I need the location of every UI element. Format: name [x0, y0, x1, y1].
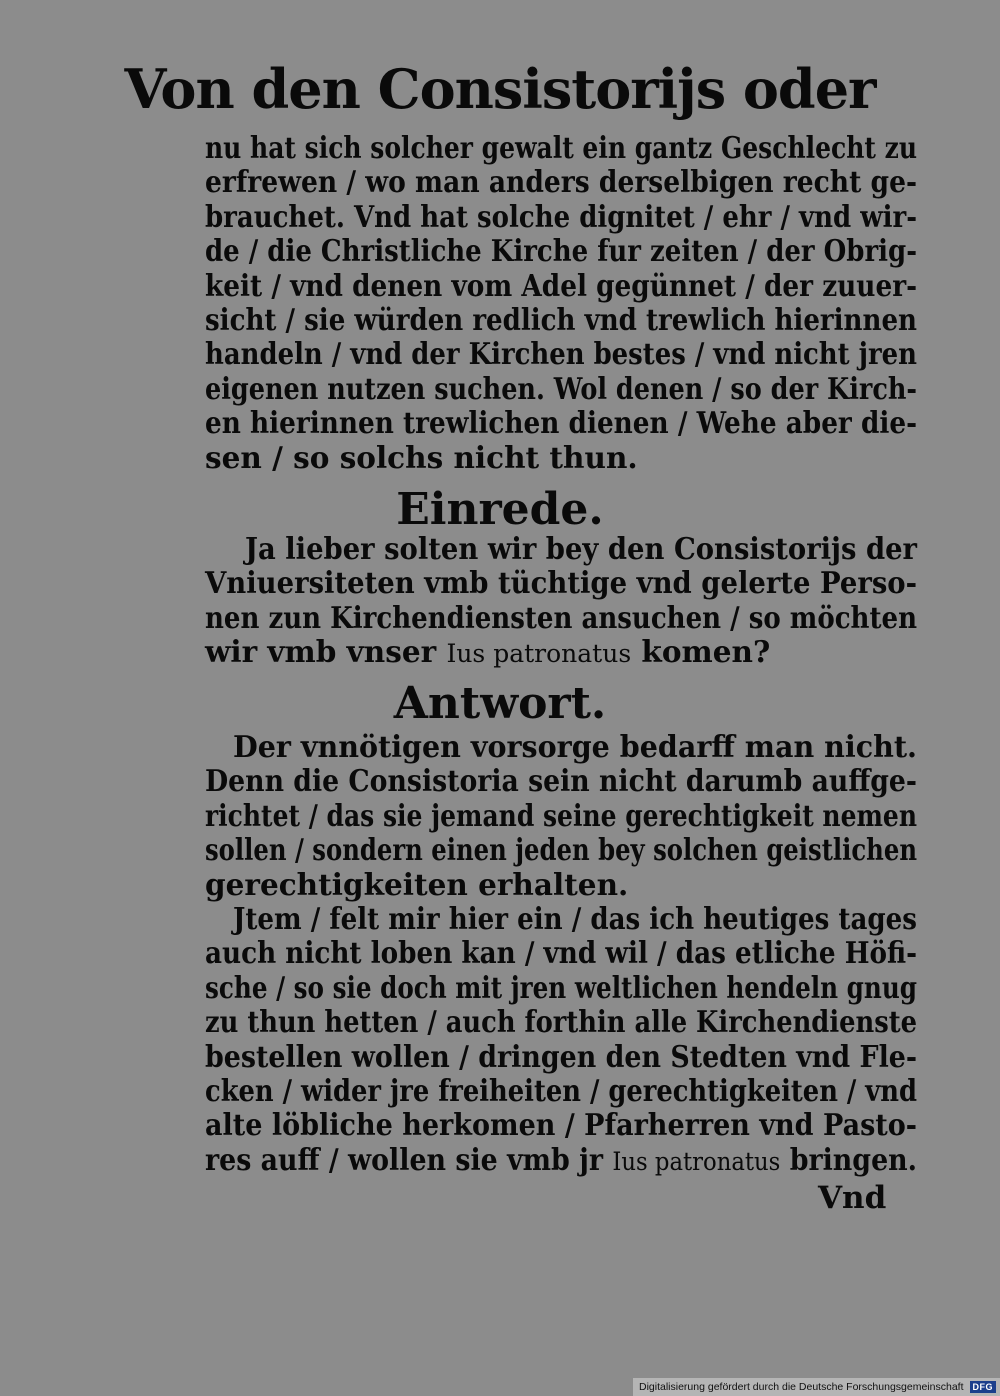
footer-credit [633, 1378, 1000, 1396]
text-line: Jtem / felt mir hier ein / das ich heutiges tages [233, 901, 917, 936]
paragraph-3 [205, 730, 917, 902]
text-line: Denn die Consistoria sein nicht darumb auffge- [205, 763, 917, 799]
text-line: Der vnnötigen vorsorge bedarff man nicht. [233, 729, 917, 764]
text-line [205, 1143, 917, 1177]
text-fragment: wir vmb vnser [205, 634, 447, 670]
paragraph-4 [205, 902, 917, 1177]
text-line: zu thun hetten / auch forthin alle Kirchendienste [205, 1004, 917, 1040]
text-line: de / die Christliche Kirche fur zeiten / der Obrig- [205, 233, 917, 269]
dfg-logo: DFG [970, 1381, 997, 1393]
text-fragment: res auff / wollen sie vmb jr [205, 1141, 613, 1177]
text-line: cken / wider jre freiheiten / gerechtigkeiten / vnd [205, 1072, 917, 1108]
text-line: gerechtigkeiten erhalten. [205, 866, 629, 902]
text-line: sen / so solchs nicht thun. [205, 439, 638, 475]
running-head: Von den Consistorijs oder [124, 57, 876, 121]
text-line: sicht / sie würden redlich vnd trewlich hierinnen [205, 301, 917, 337]
text-line: erfrewen / wo man anders derselbigen recht ge- [205, 164, 917, 200]
text-line: Vniuersiteten vmb tüchtige vnd gelerte Perso- [205, 565, 917, 601]
text-line: richtet / das sie jemand seine gerechtigkeit nemen [205, 797, 917, 833]
text-line: keit / vnd denen vom Adel gegünnet / der zuuer- [205, 267, 917, 303]
text-line: en hierinnen trewlichen dienen / Wehe aber die- [205, 405, 917, 441]
text-line: sche / so sie doch mit jren weltlichen hendeln gnug [205, 969, 917, 1005]
paragraph-1 [205, 131, 917, 475]
text-line: alte löbliche herkomen / Pfarherren vnd Pasto- [205, 1107, 917, 1143]
text-line: Ja lieber solten wir bey den Consistorijs der [245, 531, 917, 566]
text-fragment: bringen. [780, 1141, 917, 1177]
latin-term: Ius patronatus [612, 1146, 781, 1176]
text-fragment: komen? [631, 634, 771, 670]
heading-einrede: Einrede. [396, 484, 604, 535]
text-line: handeln / vnd der Kirchen bestes / vnd nicht jren [205, 336, 917, 372]
heading-antwort: Antwort. [393, 678, 607, 729]
text-line: sollen / sondern einen jeden bey solchen geistlichen [205, 832, 917, 868]
text-line: bestellen wollen / dringen den Stedten vnd Fle- [205, 1038, 917, 1074]
latin-term: Ius patronatus [446, 639, 632, 669]
footer-text: Digitalisierung gefördert durch die Deutsche Forschungsgemeinschaft [638, 1381, 964, 1393]
text-line: nu hat sich solcher gewalt ein gantz Geschlecht zu [205, 130, 917, 165]
paragraph-2 [205, 532, 917, 670]
text-line: eigenen nutzen suchen. Wol denen / so der Kirch- [205, 370, 917, 406]
catchword: Vnd [818, 1180, 887, 1216]
text-line: nen zun Kirchendiensten ansuchen / so möchten [205, 599, 917, 635]
text-line: brauchet. Vnd hat solche dignitet / ehr / vnd wir- [205, 198, 917, 234]
text-line: auch nicht loben kan / vnd wil / das etliche Höfi- [205, 935, 917, 971]
text-line [205, 635, 917, 669]
